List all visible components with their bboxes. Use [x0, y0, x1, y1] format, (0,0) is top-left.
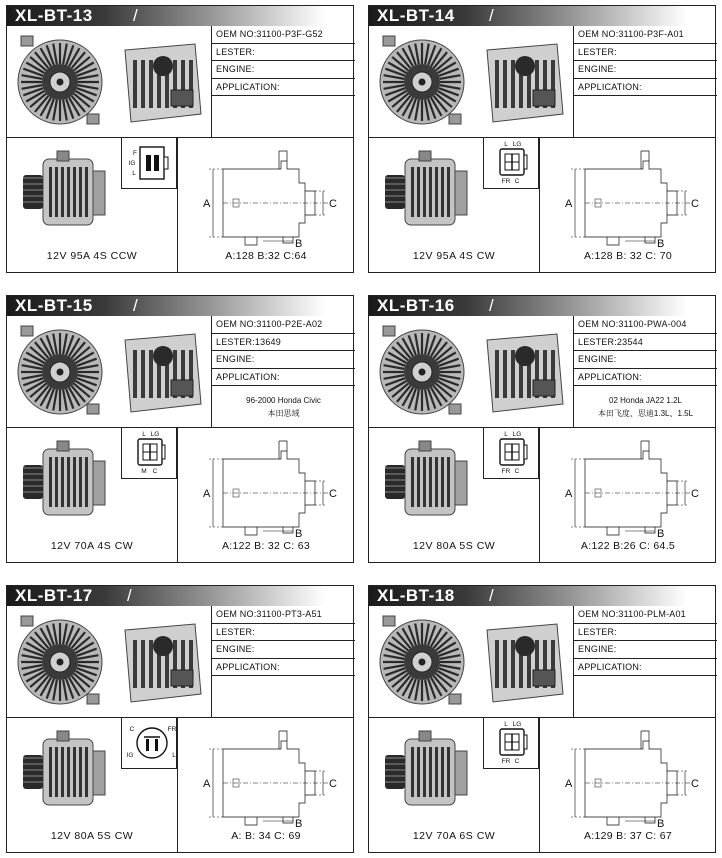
dimension-values: A:122 B: 32 C: 63 — [222, 540, 310, 552]
alternator-side-photo — [379, 727, 475, 817]
card-bottom — [369, 137, 715, 273]
svg-text:B: B — [657, 238, 665, 247]
lester-number: LESTER:23544 — [574, 334, 717, 352]
svg-text:C: C — [514, 178, 520, 185]
application-field: APPLICATION: — [574, 369, 717, 387]
alternator-front-photo — [373, 320, 471, 422]
product-code: XL-BT-15 — [15, 296, 93, 315]
svg-text:C: C — [329, 488, 337, 500]
oem-number: OEM NO:31100-P2E-A02 — [212, 316, 355, 334]
product-code: XL-BT-18 — [377, 586, 455, 605]
svg-text:C: C — [691, 488, 699, 500]
card-top — [7, 26, 353, 138]
alternator-side-photo — [17, 437, 113, 527]
application-field: APPLICATION: — [574, 659, 717, 677]
dimension-values: A:122 B:26 C: 64.5 — [580, 540, 676, 552]
svg-text:A: A — [565, 488, 573, 500]
dimension-drawing — [183, 727, 345, 827]
svg-text:C: C — [691, 778, 699, 790]
svg-text:C: C — [691, 198, 699, 210]
application-field: APPLICATION: — [212, 79, 355, 97]
product-card-xl-bt-16 — [368, 295, 716, 563]
electrical-spec: 12V 80A 5S CW — [412, 540, 496, 552]
engine-field: ENGINE: — [212, 61, 355, 79]
header-slash: / — [489, 6, 495, 25]
svg-text:A: A — [203, 198, 211, 210]
electrical-spec: 12V 70A 4S CW — [50, 540, 134, 552]
svg-text:L: L — [504, 141, 508, 148]
lester-number: LESTER: — [212, 624, 355, 642]
svg-text:A: A — [203, 488, 211, 500]
card-top — [369, 26, 715, 138]
alternator-side-photo — [17, 147, 113, 237]
dimension-values: A: B: 34 C: 69 — [231, 830, 301, 842]
lester-number: LESTER: — [212, 44, 355, 62]
connector-plug-icon — [121, 427, 177, 479]
alternator-front-photo — [373, 30, 471, 132]
header-slash: / — [489, 586, 495, 605]
alternator-rear-photo — [111, 320, 209, 422]
card-top — [369, 316, 715, 428]
alternator-side-photo — [379, 147, 475, 237]
svg-text:L: L — [142, 431, 146, 438]
oem-number: OEM NO:31100-PT3-A51 — [212, 606, 355, 624]
application-text — [574, 96, 717, 104]
divider — [539, 137, 540, 273]
lester-number: LESTER: — [574, 624, 717, 642]
connector-plug-icon — [121, 137, 177, 189]
svg-text:IG: IG — [126, 752, 134, 759]
svg-text:A: A — [565, 778, 573, 790]
svg-text:L: L — [504, 431, 508, 438]
product-card-xl-bt-15 — [6, 295, 354, 563]
card-header — [7, 6, 353, 26]
header-slash: / — [133, 296, 139, 315]
spec-table — [211, 606, 355, 717]
card-header — [369, 296, 715, 316]
svg-text:C: C — [329, 198, 337, 210]
svg-text:B: B — [295, 528, 303, 537]
engine-field: ENGINE: — [574, 61, 717, 79]
alternator-side-photo — [379, 437, 475, 527]
alternator-front-photo — [11, 30, 109, 132]
divider — [177, 137, 178, 273]
dimension-drawing — [545, 437, 707, 537]
dimension-drawing — [183, 147, 345, 247]
engine-field: ENGINE: — [574, 351, 717, 369]
application-text: 96-2000 Honda Civic 本田思域 — [246, 396, 321, 418]
alternator-front-photo — [11, 610, 109, 712]
connector-plug-icon — [483, 137, 539, 189]
spec-table — [211, 316, 355, 427]
svg-text:IG: IG — [128, 160, 136, 167]
svg-text:LG: LG — [512, 431, 522, 438]
product-code: XL-BT-16 — [377, 296, 455, 315]
card-top — [369, 606, 715, 718]
header-slash: / — [489, 296, 495, 315]
electrical-spec: 12V 70A 6S CW — [412, 830, 496, 842]
svg-text:C: C — [329, 778, 337, 790]
svg-text:A: A — [565, 198, 573, 210]
product-code: XL-BT-13 — [15, 6, 93, 25]
application-text — [574, 676, 717, 684]
alternator-side-photo — [17, 727, 113, 817]
product-card-xl-bt-14 — [368, 5, 716, 273]
card-bottom — [369, 717, 715, 853]
alternator-front-photo — [373, 610, 471, 712]
svg-text:B: B — [657, 528, 665, 537]
svg-text:LG: LG — [512, 141, 522, 148]
oem-number: OEM NO:31100-PLM-A01 — [574, 606, 717, 624]
svg-text:LG: LG — [150, 431, 160, 438]
dimension-drawing — [545, 147, 707, 247]
dimension-values: A:128 B:32 C:64 — [225, 250, 307, 262]
card-header — [7, 586, 353, 606]
application-field: APPLICATION: — [212, 369, 355, 387]
svg-text:FR: FR — [501, 178, 511, 185]
card-header — [369, 586, 715, 606]
spec-table — [573, 26, 717, 137]
engine-field: ENGINE: — [574, 641, 717, 659]
header-slash: / — [133, 6, 139, 25]
alternator-rear-photo — [473, 320, 571, 422]
svg-text:B: B — [295, 238, 303, 247]
card-header — [7, 296, 353, 316]
alternator-rear-photo — [111, 30, 209, 132]
svg-text:FR: FR — [501, 468, 511, 475]
card-header — [369, 6, 715, 26]
card-bottom — [369, 427, 715, 563]
svg-text:FR: FR — [167, 726, 177, 733]
spec-table — [573, 606, 717, 717]
svg-text:B: B — [295, 818, 303, 827]
card-top — [7, 316, 353, 428]
application-text: 02 Honda JA22 1.2L 本田飞度、思迪1.3L、1.5L — [597, 396, 694, 418]
application-field: APPLICATION: — [212, 659, 355, 677]
dimension-drawing — [545, 727, 707, 827]
application-text — [212, 676, 355, 684]
product-code: XL-BT-17 — [15, 586, 93, 605]
oem-number: OEM NO:31100-PWA-004 — [574, 316, 717, 334]
divider — [177, 427, 178, 563]
electrical-spec: 12V 95A 4S CCW — [46, 250, 138, 262]
svg-text:B: B — [657, 818, 665, 827]
card-top — [7, 606, 353, 718]
svg-text:A: A — [203, 778, 211, 790]
spec-table — [573, 316, 717, 427]
product-card-xl-bt-17 — [6, 585, 354, 853]
svg-text:L: L — [504, 721, 508, 728]
svg-text:M: M — [141, 468, 147, 475]
spec-table — [211, 26, 355, 137]
product-code: XL-BT-14 — [377, 6, 455, 25]
product-card-xl-bt-13 — [6, 5, 354, 273]
card-bottom — [7, 137, 353, 273]
divider — [539, 427, 540, 563]
electrical-spec: 12V 80A 5S CW — [50, 830, 134, 842]
application-text — [212, 96, 355, 104]
svg-text:C: C — [152, 468, 158, 475]
alternator-rear-photo — [473, 610, 571, 712]
svg-text:C: C — [129, 726, 135, 733]
svg-text:LG: LG — [512, 721, 522, 728]
lester-number: LESTER: — [574, 44, 717, 62]
svg-text:L: L — [132, 170, 136, 177]
oem-number: OEM NO:31100-P3F-A01 — [574, 26, 717, 44]
product-card-xl-bt-18 — [368, 585, 716, 853]
alternator-rear-photo — [111, 610, 209, 712]
divider — [177, 717, 178, 853]
svg-text:FR: FR — [501, 758, 511, 765]
lester-number: LESTER:13649 — [212, 334, 355, 352]
dimension-values: A:129 B: 37 C: 67 — [584, 830, 672, 842]
connector-plug-icon — [121, 717, 177, 769]
dimension-drawing — [183, 437, 345, 537]
svg-text:C: C — [514, 758, 520, 765]
connector-plug-icon — [483, 717, 539, 769]
alternator-front-photo — [11, 320, 109, 422]
engine-field: ENGINE: — [212, 351, 355, 369]
electrical-spec: 12V 95A 4S CW — [412, 250, 496, 262]
card-bottom — [7, 427, 353, 563]
engine-field: ENGINE: — [212, 641, 355, 659]
header-slash: / — [127, 586, 133, 605]
oem-number: OEM NO:31100-P3F-G52 — [212, 26, 355, 44]
svg-text:C: C — [514, 468, 520, 475]
connector-plug-icon — [483, 427, 539, 479]
alternator-rear-photo — [473, 30, 571, 132]
svg-text:F: F — [133, 150, 137, 157]
divider — [539, 717, 540, 853]
dimension-values: A:128 B: 32 C: 70 — [584, 250, 672, 262]
svg-text:L: L — [172, 752, 176, 759]
application-field: APPLICATION: — [574, 79, 717, 97]
card-bottom — [7, 717, 353, 853]
